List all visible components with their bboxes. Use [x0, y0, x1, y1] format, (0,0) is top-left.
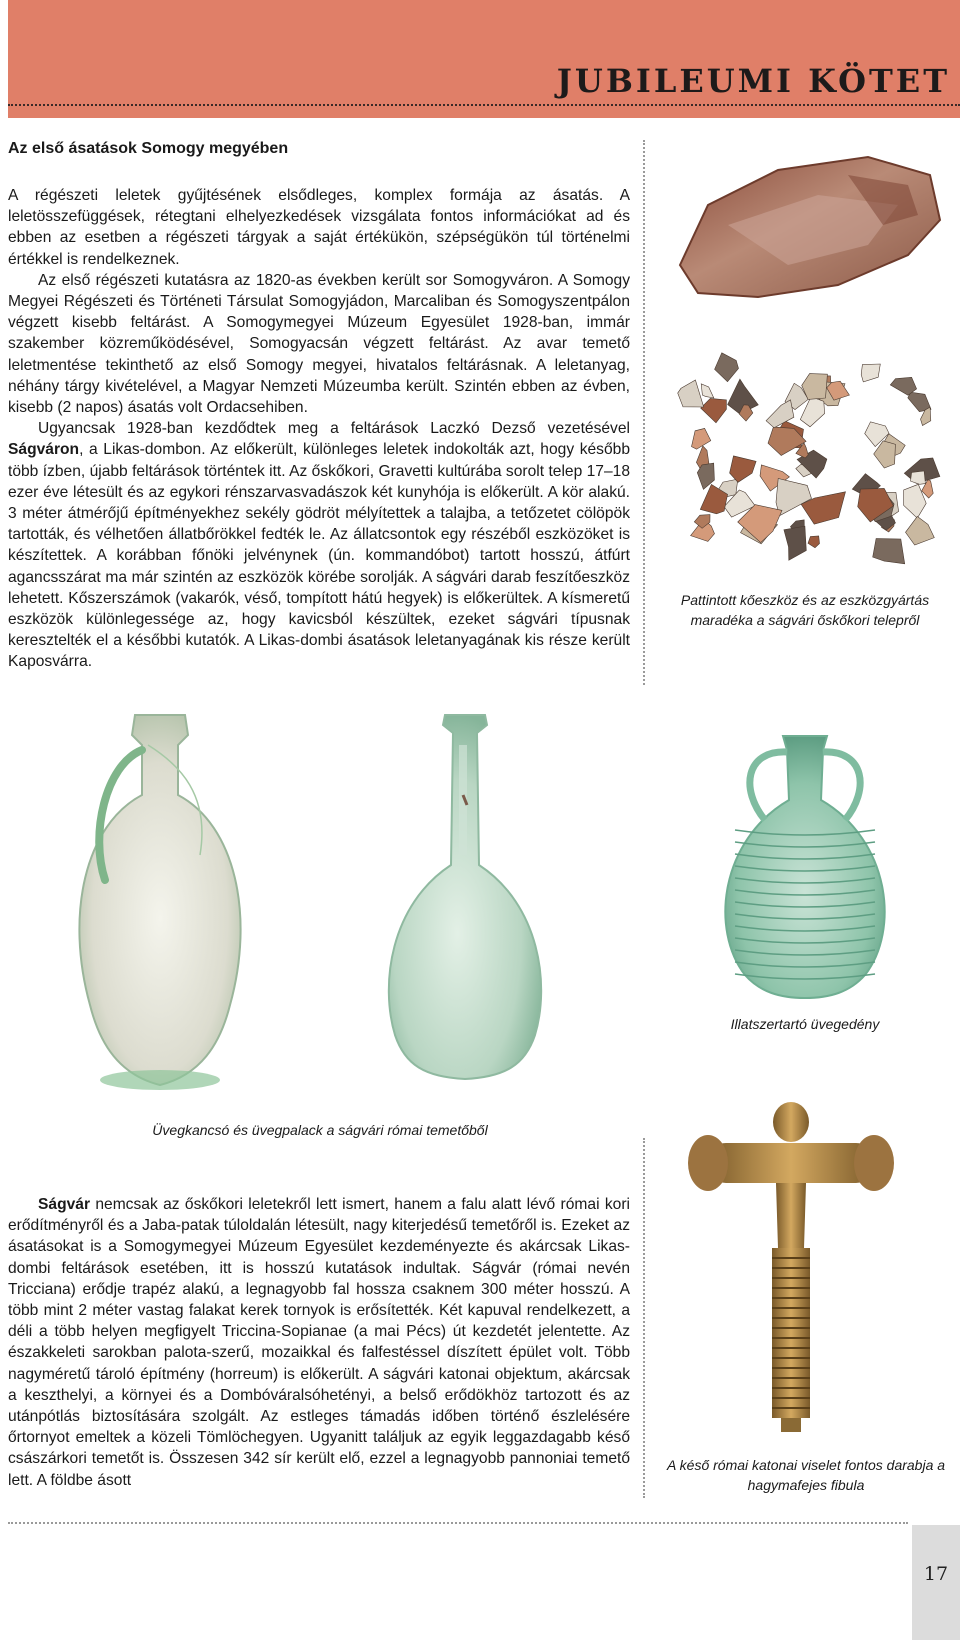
flint-piece — [678, 380, 704, 407]
intro-text-block — [8, 185, 630, 673]
flint-piece — [715, 353, 739, 382]
flint-piece — [784, 526, 806, 560]
paragraph — [8, 418, 630, 672]
page-number-box — [912, 1525, 960, 1640]
paragraph-text: Az első régészeti kutatásra az 1820-as években került sor Somogyváron. A Somogy Megyei Régészeti és Történeti Társulat Somogyjádon, Marcaliban és Somogyszentpálon végzett kisebb feltárást. A Somogymegyei Múzeum Egyesület 1928-ban, immár szakember közreműködésével, Somogyacsán végzett feltárást. Az avar temető leletmentése tekinthető az első Somogy megyei, hivatalos feltárásnak. A leletanyag, néhány tárgy kivételével, a Magyar Nemzeti Múzeumba került. Szintén ebben az évben, kisebb (2 napos) ásatás volt Ordacsehiben. — [8, 271, 630, 417]
flint-piece — [701, 398, 727, 422]
flint-piece — [808, 536, 820, 548]
bold-term: Ságváron — [8, 441, 80, 459]
header-divider — [8, 104, 960, 106]
section-title: Az első ásatások Somogy megyében — [8, 140, 289, 157]
caption-fibula: A késő római katonai viselet fontos darabja a hagymafejes fibula — [666, 1457, 946, 1493]
flint-piece — [873, 539, 905, 564]
glass-jug-image — [60, 705, 260, 1095]
paragraph — [8, 1194, 630, 1491]
paragraph-text: A régészeti leletek gyűjtésének elsődleges, komplex formája az ásatás. A leletösszefüggések, rétegtani elhelyezkedések vizsgálata fontos információkat ad és ebben az esetben a régészeti tárgyak a saját értékükön, szépségükön túl történelmi értékkel is rendelkeznek. — [8, 187, 630, 268]
header-title: JUBILEUMI KÖTET — [556, 62, 950, 100]
flint-piece — [701, 384, 714, 398]
header-band — [8, 0, 960, 118]
stone-tool-image — [668, 145, 950, 315]
paragraph-text: Ugyancsak 1928-ban kezdődtek meg a feltárások Laczkó Dezső vezetésével — [38, 420, 630, 438]
glass-bottle-image — [375, 705, 555, 1085]
paragraph — [8, 185, 630, 270]
paragraph-text: , a Likas-dombon. Az előkerült, különleges leletek indokolták azt, hogy később több ízben, újabb feltárások történtek itt. Az őskőkori, Gravetti kultúrába sorolt telep 17–18 ezer éve létesült és az egykori rénszarvasvadászok két kunyhója is előkerült. A kör alakú. 3 méter átmérőjű építményekhez sekély gödröt mélyítettek a talajba, a tetőzetet cölöpök tartották, és vélhetően állatbőrökkel fedték le. Az állatcsontok egy részéből eszközöket is készítettek. A korábban főnöki jelvénynek (ún. kommandóbot) tartott hosszú, átfúrt agancsszárat ma már szintén az eszközök körébe sorolják. A ságvári darab feszítőeszköz lehetett. Kőszerszámok (vakarók, véső, tompított hátú hegyek) is előkerültek. A kísmeretű eszközök különlegessége az, hogy kavicsból készültek, ezeket ságvári típusnak keresztelték el a későbbi kutatók. A Likas-dombi ásatások leletanyagának kis része került Kaposvárra. — [8, 441, 630, 671]
paragraph — [8, 270, 630, 418]
caption-stone-tools: Pattintott kőeszköz és az eszközgyártás maradéka a ságvári őskőkori telepről — [680, 592, 930, 628]
paragraph-text: nemcsak az őskőkori leletekről lett ismert, hanem a falu alatt lévő római kori erődítményről és a Jaba-patak túloldalán létesült, nagy kiterjedésű temetőről is. Ezeket az ásatásokat is a Somogymegyei Múzeum Egyesület kezdeményezte és akárcsak Likas-dombi feltárások esetében, itt is hosszú kutatások indultak. Ságvár (római nevén Tricciana) erődje trapéz alakú, a legnagyobb fal hossza csaknem 300 méter hosszú. A több mint 2 méter vastag falakat kerek tornyok is erősítették. Két kapuval rendelkezett, a déli a több helyen megfigyelt Triccina-Sopianae (a mai Pécs) út kezdetét jelentette. Az északkeleti sarokban palota-szerű, mozaikkal és falfestéssel díszített épület volt. Több nagyméretű tároló építmény (horreum) is előkerült. A ságvári katonai objektum, akárcsak a keszthelyi, a környei és a Dombóváralsóhetényi, a belső erődökhöz tartozott és az utánpótlás biztosítására szolgált. Az estleges támadás időben történő észlelésére őrtornyot emeltek a közeli Tömlöchegyen. Ugyanitt találjuk az egyik leggazdagabb késő császárkori temetőt is. Összesen 342 sír került elő, ezzel a legnagyobb pannoniai temető lett. A földbe ásott — [8, 1196, 630, 1489]
page-number: 17 — [923, 1563, 949, 1585]
flint-piece — [730, 456, 757, 482]
perfume-vessel-image — [705, 730, 905, 1000]
footer-divider — [8, 1522, 908, 1524]
bold-term: Ságvár — [38, 1196, 91, 1213]
column-divider-top — [643, 140, 645, 685]
roman-text-block — [8, 1194, 630, 1491]
caption-perfume-vessel: Illatszertartó üvegedény — [730, 1016, 880, 1032]
flint-piece — [911, 471, 926, 484]
fibula-image — [686, 1098, 896, 1438]
flint-piece — [906, 516, 935, 545]
flint-debris-image — [664, 352, 950, 567]
flint-piece — [692, 428, 711, 449]
caption-jug-bottle: Üvegkancsó és üvegpalack a ságvári római temetőből — [152, 1122, 488, 1138]
flint-piece — [861, 364, 880, 382]
column-divider-bottom — [643, 1138, 645, 1498]
